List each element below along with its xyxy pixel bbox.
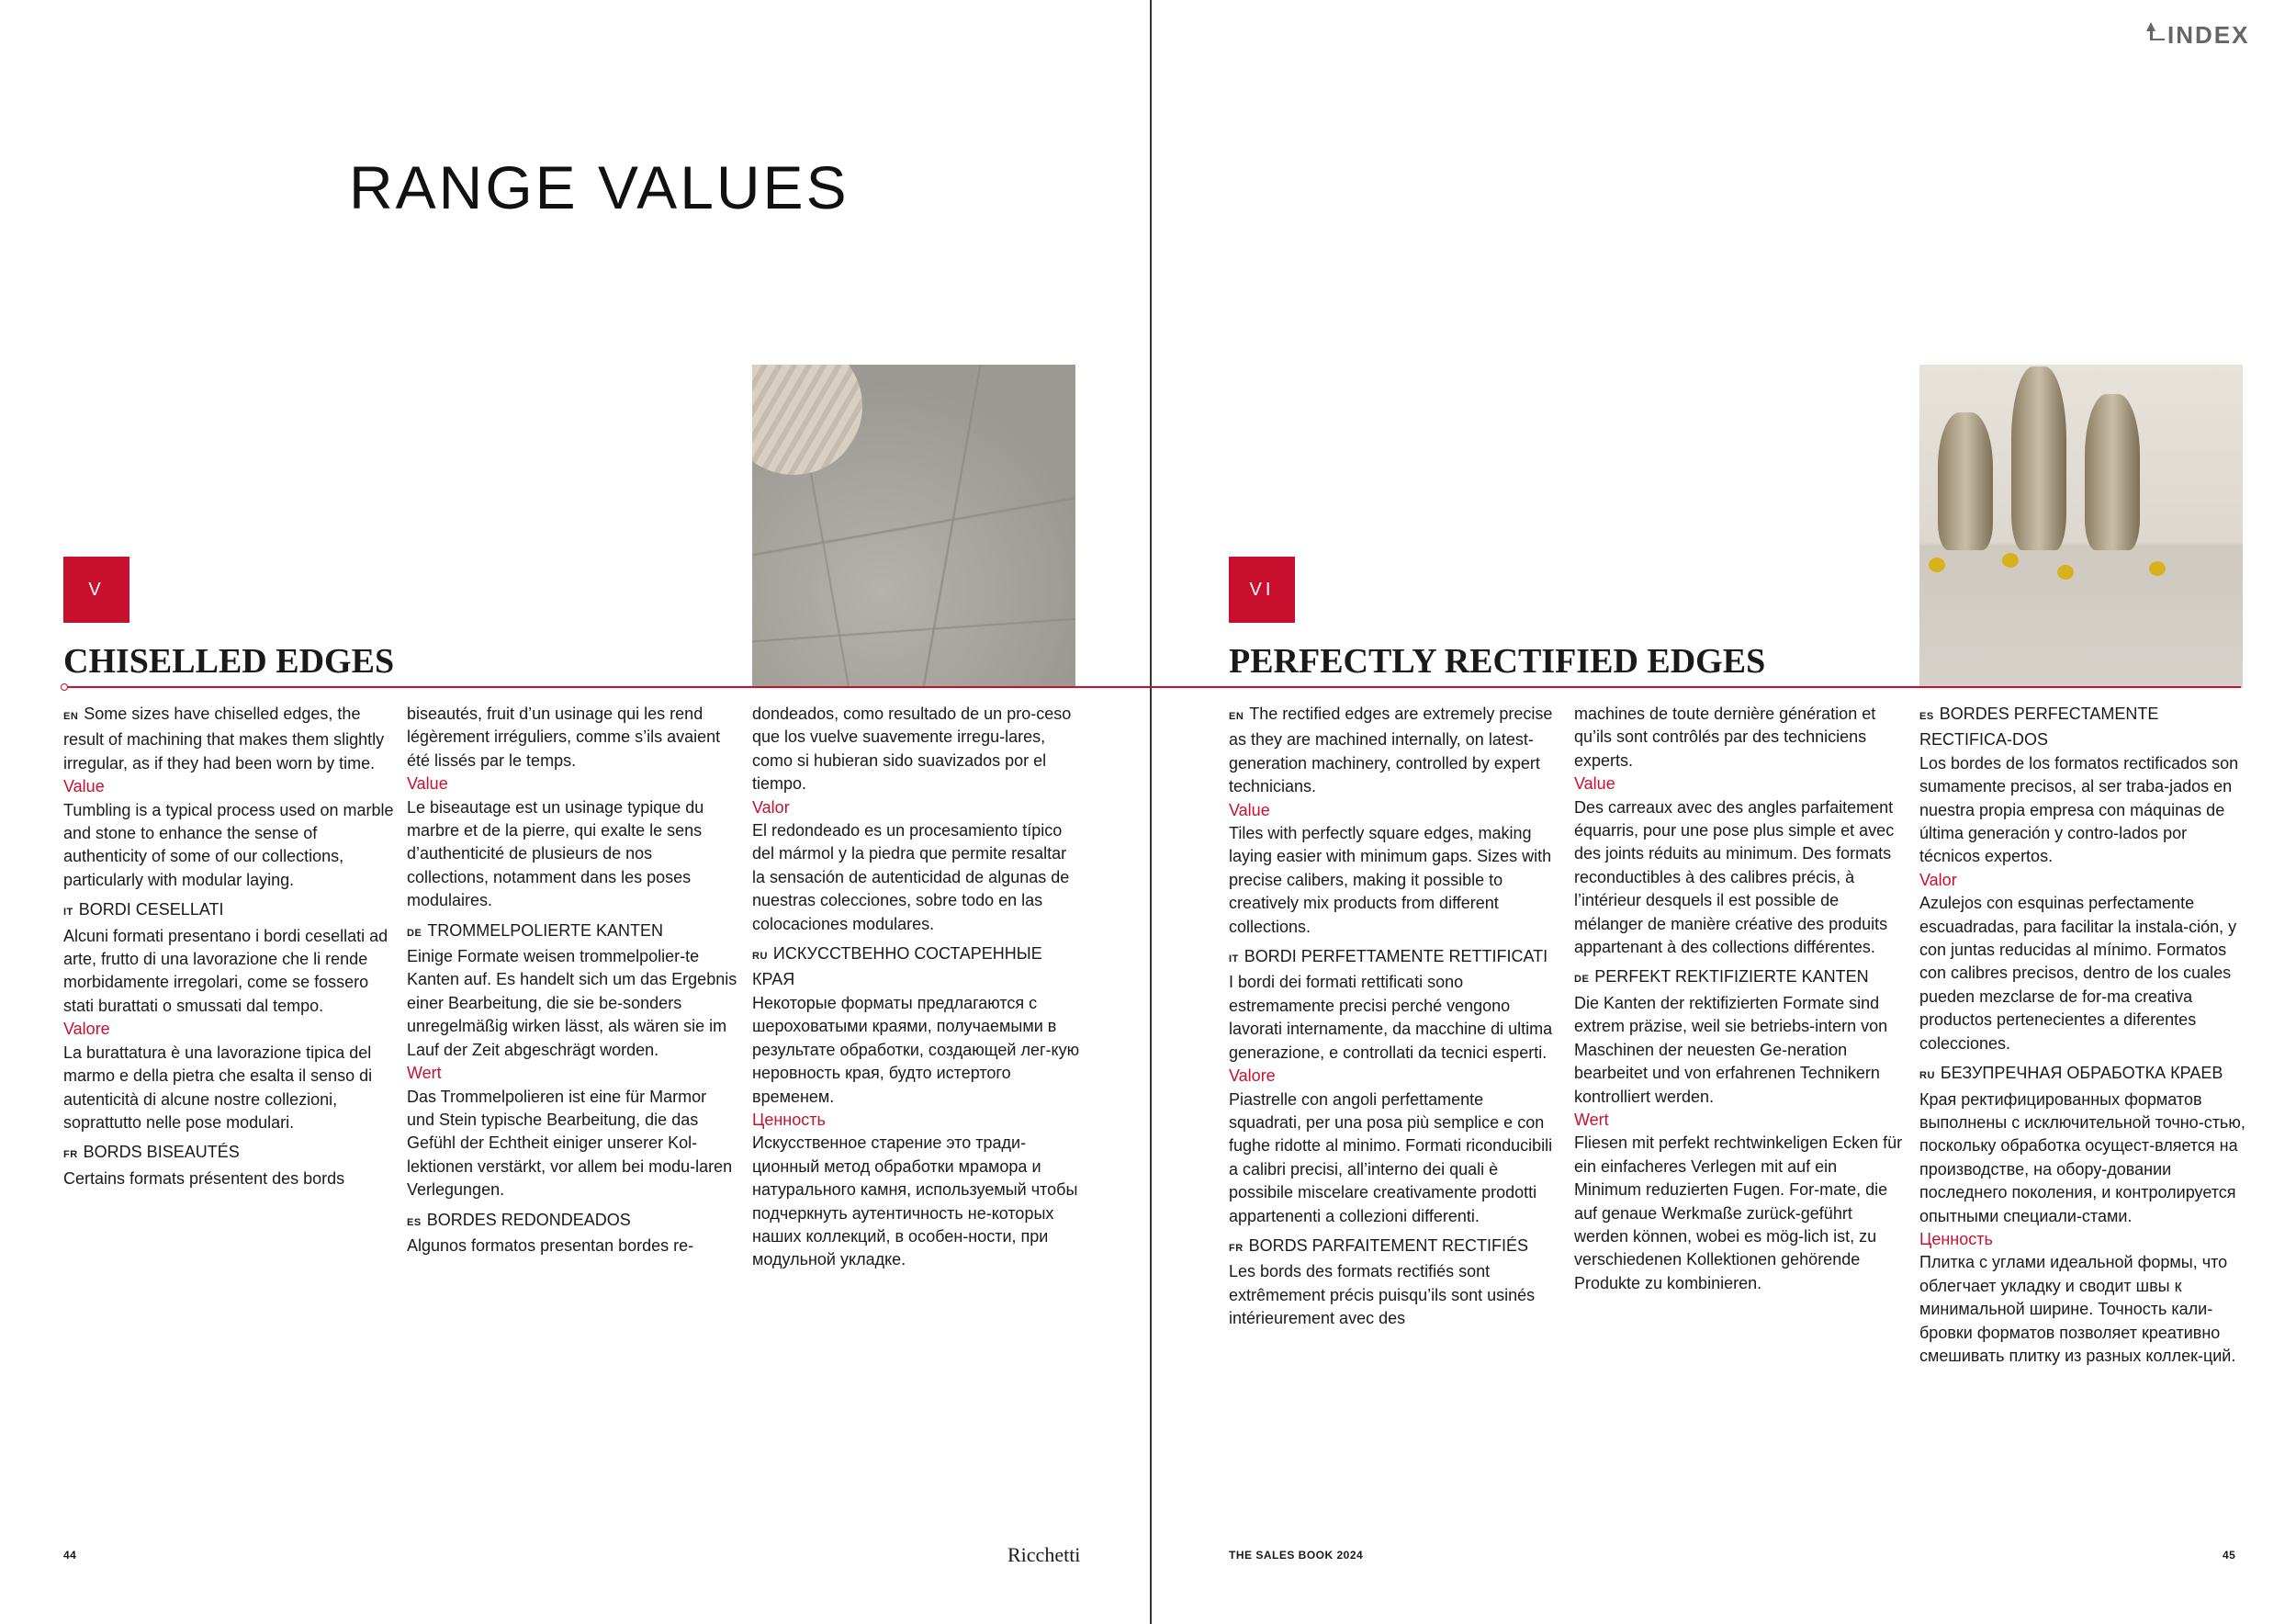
text-block	[63, 703, 394, 892]
language-code: EN	[1229, 711, 1244, 722]
value-text: Искусственное старение это тради-ционный метод обработки мрамора и натурального камня, используемый чтобы подчеркнуть аутентичность не-которых наших коллекций, в особен-ности, при модульной укладке.	[752, 1133, 1078, 1269]
text-column	[1919, 703, 2250, 1374]
value-label: Valore	[63, 1020, 110, 1039]
language-code: RU	[752, 951, 768, 963]
tile-floor-photo	[752, 365, 1075, 688]
block-title-text: BORDI CESELLATI	[78, 900, 224, 919]
text-column	[63, 703, 394, 1197]
language-code: DE	[1574, 974, 1590, 986]
text-block	[1919, 1062, 2250, 1368]
arrow-up-icon	[2145, 20, 2166, 51]
text-column	[1229, 703, 1559, 1337]
value-label: Ценность	[752, 1110, 826, 1129]
language-code: FR	[63, 1149, 78, 1161]
block-title-text: БЕЗУПРЕЧНАЯ ОБРАБОТКА КРАЕВ	[1940, 1064, 2223, 1083]
body-text: machines de toute dernière génération et qu’ils sont contrôlés par des techniciens experts.	[1574, 705, 1876, 770]
body-text: Die Kanten der rektifizierten Formate sind extrem präzise, weil sie betriebs-intern von Maschinen der neuesten Ge-neration bearbeitet und von erfahrenen Technikern kontrolliert werden.	[1574, 993, 1888, 1106]
block-title-text: PERFEKT REKTIFIZIERTE KANTEN	[1594, 967, 1869, 987]
language-code: IT	[1229, 953, 1239, 965]
text-block	[407, 919, 737, 1202]
text-column	[1574, 703, 1905, 1302]
language-code: RU	[1919, 1070, 1935, 1082]
text-block	[1229, 945, 1559, 1228]
block-title-text: ИСКУССТВЕННО СОСТАРЕННЫЕ КРАЯ	[752, 944, 1042, 989]
block-title	[752, 942, 1083, 992]
language-code: EN	[63, 711, 79, 722]
value-label: Valor	[1919, 870, 1957, 889]
text-block	[1919, 703, 2250, 1055]
language-code: IT	[63, 907, 73, 919]
language-code: ES	[407, 1216, 422, 1228]
text-column	[407, 703, 737, 1264]
language-code: DE	[407, 927, 422, 939]
body-text: Края ректифицированных форматов выполнены с исключительной точно-стью, поскольку обработка осущест-вляется на производстве, на обору-довании последнего поколения, и контролируется опытными специали-стами.	[1919, 1089, 2245, 1225]
body-text: Некоторые форматы предлагаются с шероховатыми краями, получаемыми в результате обработки, создающей лег-кую неровность края, будто истертого временем.	[752, 993, 1080, 1106]
index-label: INDEX	[2167, 21, 2250, 49]
body-text: Certains formats présentent des bords	[63, 1168, 345, 1188]
value-text: Des carreaux avec des angles parfaitement équarris, pour une pose plus simple et avec des joints réduits au minimum. Des formats reconductibles à des calibres précis, à l’intérieur desquels il est possible de mélanger de manière créative des produits appartenant à des collections différentes.	[1574, 797, 1895, 957]
block-title-text: BORDS BISEAUTÉS	[83, 1143, 240, 1162]
value-text: Tiles with perfectly square edges, making laying easier with minimum gaps. Sizes with precise calibers, making it possible to creatively mix products from different collections.	[1229, 824, 1552, 936]
value-label: Valore	[1229, 1066, 1276, 1086]
value-label: Value	[1574, 774, 1615, 794]
section-badge: V	[63, 557, 129, 623]
urns-photo	[1919, 365, 2243, 688]
language-code: ES	[1919, 711, 1934, 722]
text-block	[1229, 703, 1559, 939]
block-title	[1574, 965, 1905, 991]
footer-title: THE SALES BOOK 2024	[1229, 1549, 1364, 1562]
section-badge: VI	[1229, 557, 1295, 623]
value-text: Azulejos con esquinas perfectamente escuadradas, para facilitar la instala-ción, y con juntas reducidas al mínimo. Formatos con calibres precisos, dentro de los cuales pueden mezclarse de for-ma creativa productos pertenecientes a diferentes colecciones.	[1919, 894, 2237, 1053]
value-text: El redondeado es un procesamiento típico del mármol y la piedra que permite resaltar la sensación de autenticidad de algunas de nuestras colecciones, sobre todo en las colocaciones modulares.	[752, 821, 1070, 933]
value-text: Das Trommelpolieren ist eine für Marmor und Stein typische Bearbeitung, die das Gefühl der Echtheit einiger unserer Kol-lektionen verstärkt, vor allem bei modu-laren Verlegungen.	[407, 1087, 733, 1200]
language-code: FR	[1229, 1242, 1244, 1254]
text-block	[752, 942, 1083, 1272]
value-label: Value	[1229, 800, 1270, 819]
body-text: I bordi dei formati rettificati sono estremamente precisi perché vengono lavorati internamente, da macchine di ultima generazione, e controllati da tecnici esperti.	[1229, 973, 1553, 1062]
body-text: dondeados, como resultado de un pro-ceso que los vuelve suavemente irregu-lares, como si hubieran sido suavizados por el tiempo.	[752, 705, 1072, 794]
text-block	[752, 703, 1083, 936]
block-title	[1229, 945, 1559, 971]
value-text: Le biseautage est un usinage typique du marbre et de la pierre, qui exalte le sens d’authenticité de plusieurs de nos collections, notamment dans les poses modulaires.	[407, 797, 704, 910]
body-text: biseautés, fruit d’un usinage qui les rend légèrement irréguliers, comme s’ils avaient été lissés par le temps.	[407, 705, 721, 770]
value-label: Wert	[1574, 1110, 1609, 1129]
rule-dot	[61, 683, 68, 691]
text-column	[752, 703, 1083, 1279]
value-text: Tumbling is a typical process used on marble and stone to enhance the sense of authenticity of some of our collections, particularly with modular laying.	[63, 800, 394, 889]
value-label: Valor	[752, 797, 790, 817]
body-text: Some sizes have chiselled edges, the result of machining that makes them slightly irregular, as if they had been worn by time.	[63, 705, 385, 773]
body-text: Alcuni formati presentano i bordi cesellati ad arte, frutto di una lavorazione che li rende morbidamente irregolari, come se fossero stati burattati o smussati dal tempo.	[63, 926, 388, 1015]
block-title	[1919, 1062, 2250, 1088]
text-block	[63, 898, 394, 1134]
value-label: Ценность	[1919, 1229, 1993, 1248]
page-number: 45	[2223, 1549, 2236, 1562]
text-block	[407, 703, 737, 913]
text-block	[1574, 703, 1905, 959]
value-text: Плитка с углами идеальной формы, что облегчает укладку и сводит швы к минимальной ширине. Точность кали-бровки форматов позволяет креативно смешивать плитку из разных коллек-ций.	[1919, 1253, 2236, 1365]
body-text: Los bordes de los formatos rectificados son sumamente precisos, al ser traba-jados en nuestra propia empresa con máquinas de última generación y contro-lados por técnicos expertos.	[1919, 753, 2239, 866]
spread-gutter	[1150, 0, 1152, 1624]
body-text: Einige Formate weisen trommelpolier-te Kanten auf. Es handelt sich um das Ergebnis einer Bearbeitung, die sie be-sonders unregelmäßig wirken lässt, als wären sie im Lauf der Zeit abgeschrägt worden.	[407, 947, 737, 1059]
body-text: The rectified edges are extremely precise as they are machined internally, on latest-generation machinery, controlled by expert technicians.	[1229, 705, 1553, 796]
block-title	[63, 898, 394, 924]
block-title-text: BORDES PERFECTAMENTE RECTIFICA-DOS	[1919, 705, 2159, 750]
block-title	[1919, 703, 2250, 752]
section-heading: CHISELLED EDGES	[63, 642, 395, 681]
value-label: Value	[407, 774, 448, 794]
page-title: RANGE VALUES	[349, 153, 850, 221]
block-title	[1229, 1235, 1559, 1260]
page-number: 44	[63, 1549, 77, 1562]
block-title-text: BORDS PARFAITEMENT RECTIFIÉS	[1248, 1235, 1529, 1255]
block-title	[63, 1141, 394, 1167]
section-rule	[63, 686, 2241, 688]
text-block	[1229, 1235, 1559, 1331]
value-label: Wert	[407, 1064, 442, 1083]
text-block	[1574, 965, 1905, 1295]
section-heading: PERFECTLY RECTIFIED EDGES	[1229, 642, 1766, 681]
body-text: Algunos formatos presentan bordes re-	[407, 1235, 694, 1255]
brand-logo: Ricchetti	[1007, 1543, 1081, 1566]
block-title	[407, 1209, 737, 1235]
block-title-text: TROMMELPOLIERTE KANTEN	[427, 920, 663, 940]
text-block	[63, 1141, 394, 1190]
value-text: Fliesen mit perfekt rechtwinkeligen Ecken für ein einfacheres Verlegen mit auf ein Minimum reduzierten Fugen. For-mate, die auf genaue Werkmaße zurück-geführt werden können, wobei es mög-lich ist, zu verschiedenen Kollektionen gehörende Produkte zu kombinieren.	[1574, 1133, 1903, 1292]
block-title	[407, 919, 737, 945]
value-text: Piastrelle con angoli perfettamente squadrati, per una posa più semplice e con fughe ridotte al minimo. Formati riconducibili a calibri precisi, all’interno dei quali è possibile miscelare creativamente prodotti appartenenti a collezioni differenti.	[1229, 1089, 1553, 1225]
value-text: La burattatura è una lavorazione tipica del marmo e della pietra che esalta il senso di autenticità di alcune nostre collezioni, soprattutto nelle pose modulari.	[63, 1043, 373, 1132]
block-title-text: BORDI PERFETTAMENTE RETTIFICATI	[1244, 947, 1548, 966]
text-block	[407, 1209, 737, 1258]
block-title-text: BORDES REDONDEADOS	[426, 1210, 631, 1229]
index-link[interactable]	[2145, 20, 2249, 51]
value-label: Value	[63, 777, 105, 796]
body-text: Les bords des formats rectifiés sont extrêmement précis puisqu’ils sont usinés intérieurement avec des	[1229, 1262, 1536, 1328]
